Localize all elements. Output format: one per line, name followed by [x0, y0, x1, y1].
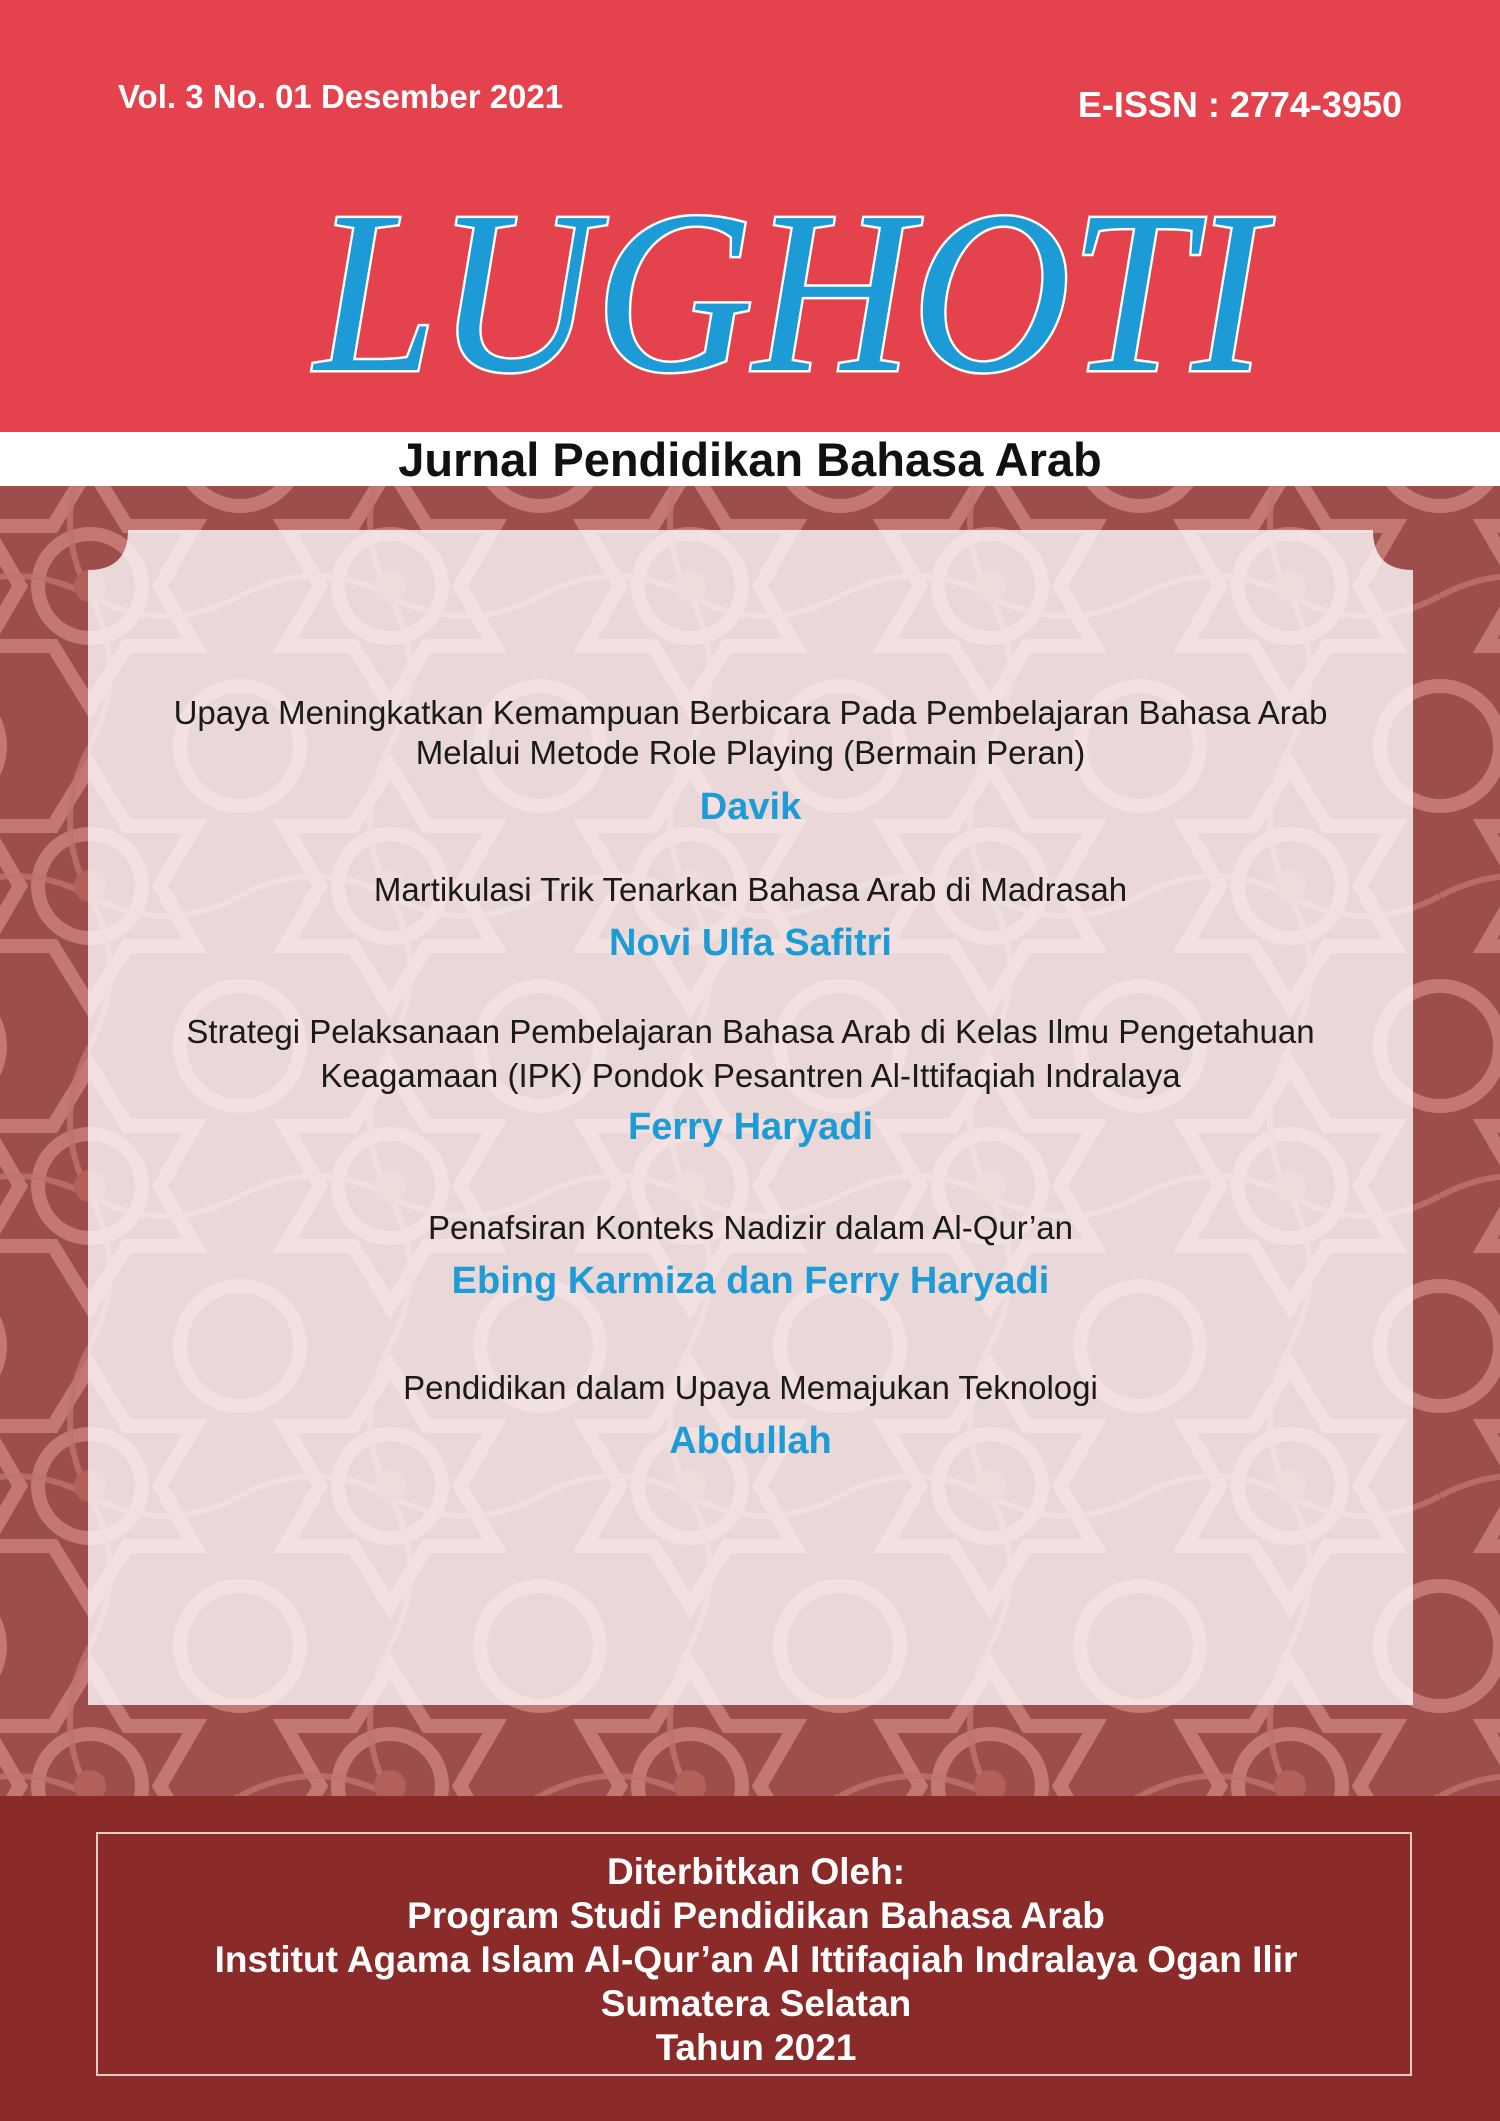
- article-2-author: Novi Ulfa Safitri: [609, 922, 892, 964]
- contents-panel: [88, 530, 1413, 1705]
- publisher-institute: Institut Agama Islam Al-Qur’an Al Ittifaqiah Indralaya Ogan Ilir: [214, 1939, 1298, 1980]
- publisher-region: Sumatera Selatan: [600, 1983, 912, 2024]
- article-3-title-line-2: Keagamaan (IPK) Pondok Pesantren Al-Ittifaqiah Indralaya: [320, 1057, 1181, 1094]
- table-of-contents: [88, 530, 1413, 1705]
- publisher-heading: Diterbitkan Oleh:: [606, 1851, 906, 1892]
- article-3-author: Ferry Haryadi: [627, 1106, 873, 1148]
- publisher-year: Tahun 2021: [655, 2027, 857, 2068]
- publisher-box: [96, 1832, 1412, 2076]
- journal-logo: [0, 178, 1500, 408]
- issn-number: E-ISSN : 2774-3950: [1077, 84, 1402, 125]
- volume-issue: Vol. 3 No. 01 Desember 2021: [118, 78, 564, 115]
- journal-logo-text: LUGHOTI: [312, 178, 1275, 408]
- article-1-title-line-2: Melalui Metode Role Playing (Bermain Peran): [415, 734, 1086, 771]
- article-4-author: Ebing Karmiza dan Ferry Haryadi: [451, 1260, 1050, 1302]
- publisher-program: Program Studi Pendidikan Bahasa Arab: [407, 1895, 1105, 1936]
- article-1-author: Davik: [699, 786, 802, 828]
- article-1-title-line-1: Upaya Meningkatkan Kemampuan Berbicara Pada Pembelajaran Bahasa Arab: [173, 694, 1328, 731]
- article-3-title-line-1: Strategi Pelaksanaan Pembelajaran Bahasa Arab di Kelas Ilmu Pengetahuan: [186, 1013, 1315, 1050]
- article-5-author: Abdullah: [669, 1420, 832, 1462]
- article-2-title: Martikulasi Trik Tenarkan Bahasa Arab di Madrasah: [373, 871, 1128, 908]
- article-5-title: Pendidikan dalam Upaya Memajukan Teknologi: [403, 1369, 1098, 1406]
- journal-subtitle: Jurnal Pendidikan Bahasa Arab: [398, 433, 1102, 486]
- article-4-title: Penafsiran Konteks Nadizir dalam Al-Qur’an: [427, 1209, 1074, 1246]
